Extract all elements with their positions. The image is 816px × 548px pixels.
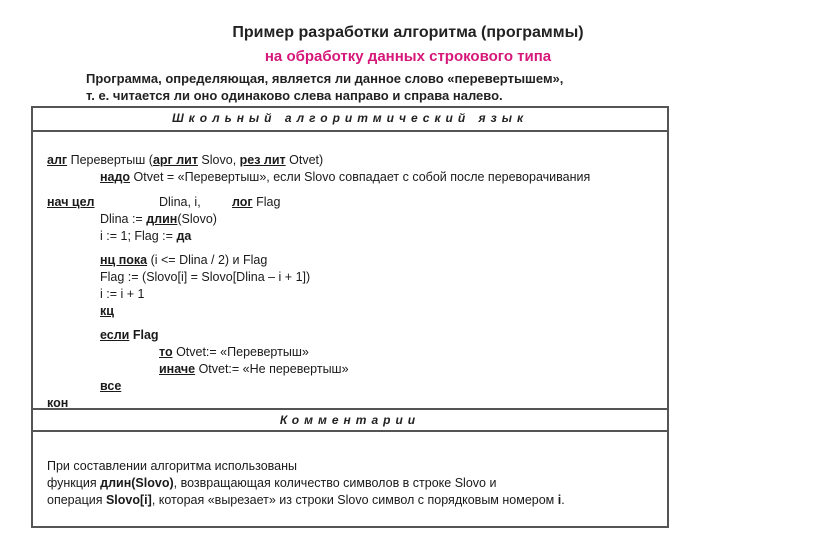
comment-bold-part: длин(Slovo) xyxy=(100,476,174,490)
keyword: кон xyxy=(47,396,69,410)
code-line-vse xyxy=(100,378,121,394)
comment-text-part: . xyxy=(561,493,565,507)
keyword: арг лит xyxy=(152,153,198,167)
code-text: Otvet:= «Перевертыш» xyxy=(172,345,309,359)
keyword: надо xyxy=(100,170,131,184)
code-line-nado xyxy=(100,169,590,185)
intro-line-2: т. е. читается ли оно одинаково слева направо и справа налево. xyxy=(86,88,503,103)
code-line-inc xyxy=(100,286,144,302)
code-text: Otvet:= «Не перевертыш» xyxy=(195,362,349,376)
code-line-kc xyxy=(100,303,114,319)
comment-bold-part: Slovo[i] xyxy=(105,493,152,507)
code-text: i := 1; Flag := xyxy=(100,229,177,243)
code-line-nach xyxy=(47,194,281,210)
intro-text xyxy=(86,70,726,104)
code-line-loop xyxy=(100,252,267,268)
code-text: Slovo, xyxy=(197,153,240,167)
code-line-if xyxy=(100,327,159,343)
comment-text-part: функция xyxy=(47,476,101,490)
comment-line-3 xyxy=(47,492,657,509)
code-text: Flag := (Slovo[i] = Slovo[Dlina – i + 1]) xyxy=(100,270,311,284)
code-text: (i <= Dlina / 2) и Flag xyxy=(147,253,268,267)
keyword: длин xyxy=(146,212,178,226)
intro-line-1: Программа, определяющая, является ли данное слово «перевертышем», xyxy=(86,71,564,86)
keyword: иначе xyxy=(159,362,196,376)
keyword: рез лит xyxy=(239,153,286,167)
page-subtitle: на обработку данных строкового типа xyxy=(264,48,552,65)
page-title: Пример разработки алгоритма (программы) xyxy=(232,24,584,41)
keyword: да xyxy=(176,229,192,243)
code-text: Dlina := xyxy=(100,212,147,226)
code-line-flag xyxy=(100,269,310,285)
keyword: лог xyxy=(232,195,253,209)
keyword: кц xyxy=(100,304,114,318)
comment-bold-part: i xyxy=(557,493,562,507)
comment-text xyxy=(47,458,657,509)
code-line-then xyxy=(159,344,309,360)
algorithm-table xyxy=(31,106,669,528)
keyword: то xyxy=(159,345,173,359)
keyword: все xyxy=(100,379,122,393)
keyword: алг xyxy=(47,153,68,167)
comments-heading: Комментарии xyxy=(33,408,667,432)
code-text: (Slovo) xyxy=(177,212,217,226)
comment-text-part: , которая «вырезает» из строки Slovo символ с порядковым номером xyxy=(151,493,558,507)
code-text: Flag xyxy=(129,328,159,342)
code-text: Otvet) xyxy=(285,153,324,167)
code-line-dlina xyxy=(100,211,217,227)
code-text: Dlina, i, xyxy=(159,195,201,209)
code-text: Перевертыш ( xyxy=(67,153,153,167)
code-line-init xyxy=(100,228,191,244)
keyword: нач цел xyxy=(47,195,95,209)
algorithm-heading: Школьный алгоритмический язык xyxy=(33,108,667,132)
code-text: i := i + 1 xyxy=(100,287,145,301)
code-line-else xyxy=(159,361,349,377)
code-line-alg xyxy=(47,152,323,168)
comment-line-1: При составлении алгоритма использованы xyxy=(47,459,297,473)
comment-text-part: , возвращающая количество символов в строке Slovo и xyxy=(173,476,497,490)
comment-line-2 xyxy=(47,475,657,492)
comment-text-part: операция xyxy=(47,493,106,507)
keyword: нц пока xyxy=(100,253,148,267)
code-text: Otvet = «Перевертыш», если Slovo совпадает с собой после переворачивания xyxy=(130,170,591,184)
code-text: Flag xyxy=(252,195,281,209)
keyword: если xyxy=(100,328,130,342)
